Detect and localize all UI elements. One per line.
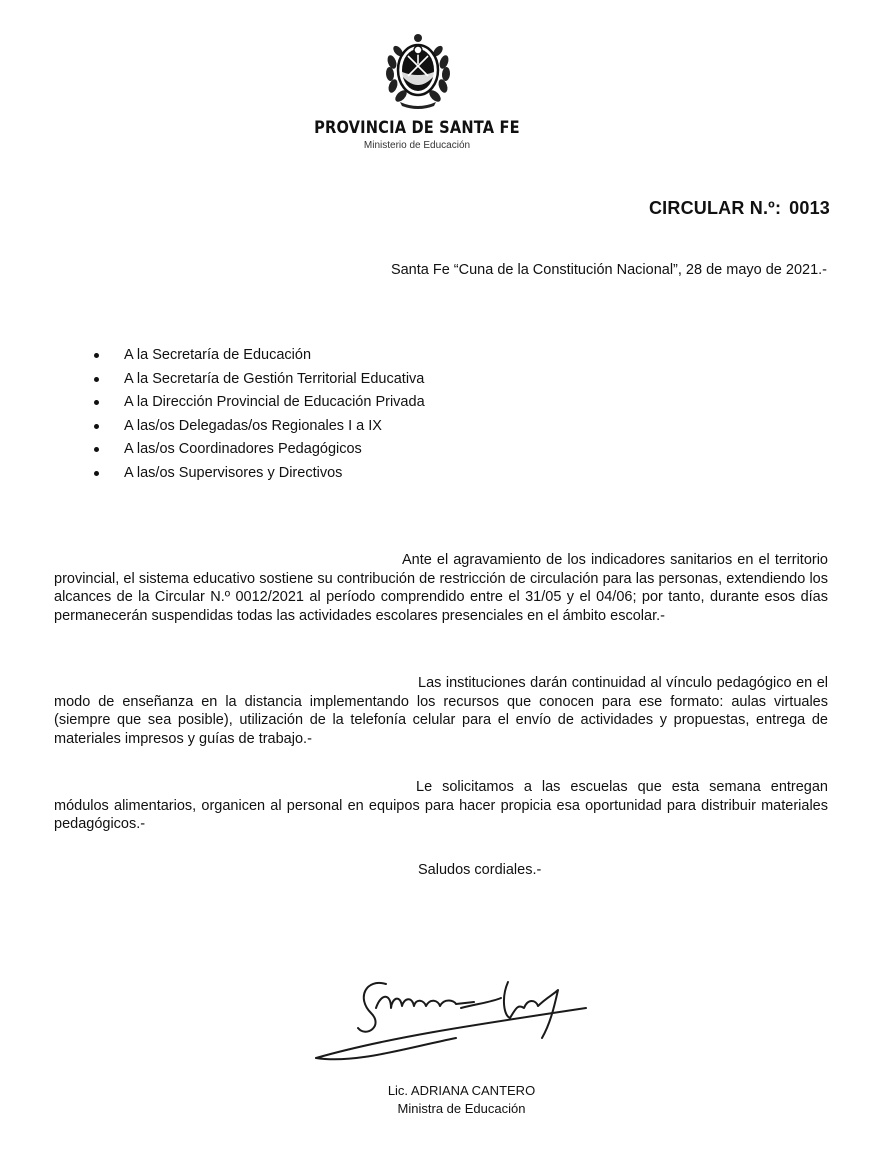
date-line: Santa Fe “Cuna de la Constitución Nacional”, 28 de mayo de 2021.- xyxy=(390,262,827,278)
bullet-dot-icon xyxy=(94,377,99,382)
list-item xyxy=(92,368,425,392)
recipient-list xyxy=(92,344,425,485)
paragraph-sanitary: Ante el agravamiento de los indicadores sanitarios en el territorio provincial, el sistema educativo sostiene su contribución de restricción de circulación para las personas, extendiendo los alcances de la Circular N.º 0012/2021 al período comprendido entre el 31/05 y el 04/06; por tanto, durante esos días permanecerán suspendidas todas las actividades escolares presenciales en el ámbito escolar.- xyxy=(54,552,828,624)
paragraph-continuity: Las instituciones darán continuidad al vínculo pedagógico en el modo de enseñanza en la distancia implementando los recursos que conocen para ese formato: aulas virtuales (siempre que sea posible), utilización de la telefonía celular para el envío de actividades y propuestas, entrega de materiales impresos y guías de trabajo.- xyxy=(54,675,828,747)
bullet-dot-icon xyxy=(94,353,99,358)
recipient-text: A la Secretaría de Educación xyxy=(124,347,312,363)
list-item xyxy=(92,415,425,439)
recipient-text: A la Secretaría de Gestión Territorial Educativa xyxy=(124,370,425,387)
recipient-text: A las/os Delegadas/os Regionales I a IX xyxy=(124,417,382,434)
bullet-dot-icon xyxy=(94,447,99,452)
signer-name: Lic. ADRIANA CANTERO xyxy=(387,1083,536,1098)
recipient-text: A la Dirección Provincial de Educación Privada xyxy=(124,394,425,410)
list-item xyxy=(92,391,425,415)
paragraph-food-modules: Le solicitamos a las escuelas que esta semana entregan módulos alimentarios, organicen al personal en equipos para hacer propicia esa oportunidad para distribuir materiales pedagógicos.- xyxy=(54,779,828,832)
coat-of-arms-icon xyxy=(382,32,454,110)
greeting: Saludos cordiales.- xyxy=(418,862,542,878)
signature-image xyxy=(296,968,596,1078)
recipient-text: A las/os Coordinadores Pedagógicos xyxy=(124,441,362,457)
ministry-subtitle: Ministerio de Educación xyxy=(363,140,471,151)
list-item xyxy=(92,438,425,462)
circular-label: CIRCULAR N.º: xyxy=(648,198,782,218)
circular-number-value: 0013 xyxy=(789,198,830,218)
bullet-dot-icon xyxy=(94,424,99,429)
list-item xyxy=(92,462,425,486)
bullet-dot-icon xyxy=(94,400,99,405)
province-title: PROVINCIA DE SANTA FE xyxy=(314,118,520,138)
circular-number xyxy=(649,198,830,219)
bullet-dot-icon xyxy=(94,471,99,476)
signer-role: Ministra de Educación xyxy=(397,1101,526,1116)
list-item xyxy=(92,344,425,368)
recipient-text: A las/os Supervisores y Directivos xyxy=(124,464,343,481)
